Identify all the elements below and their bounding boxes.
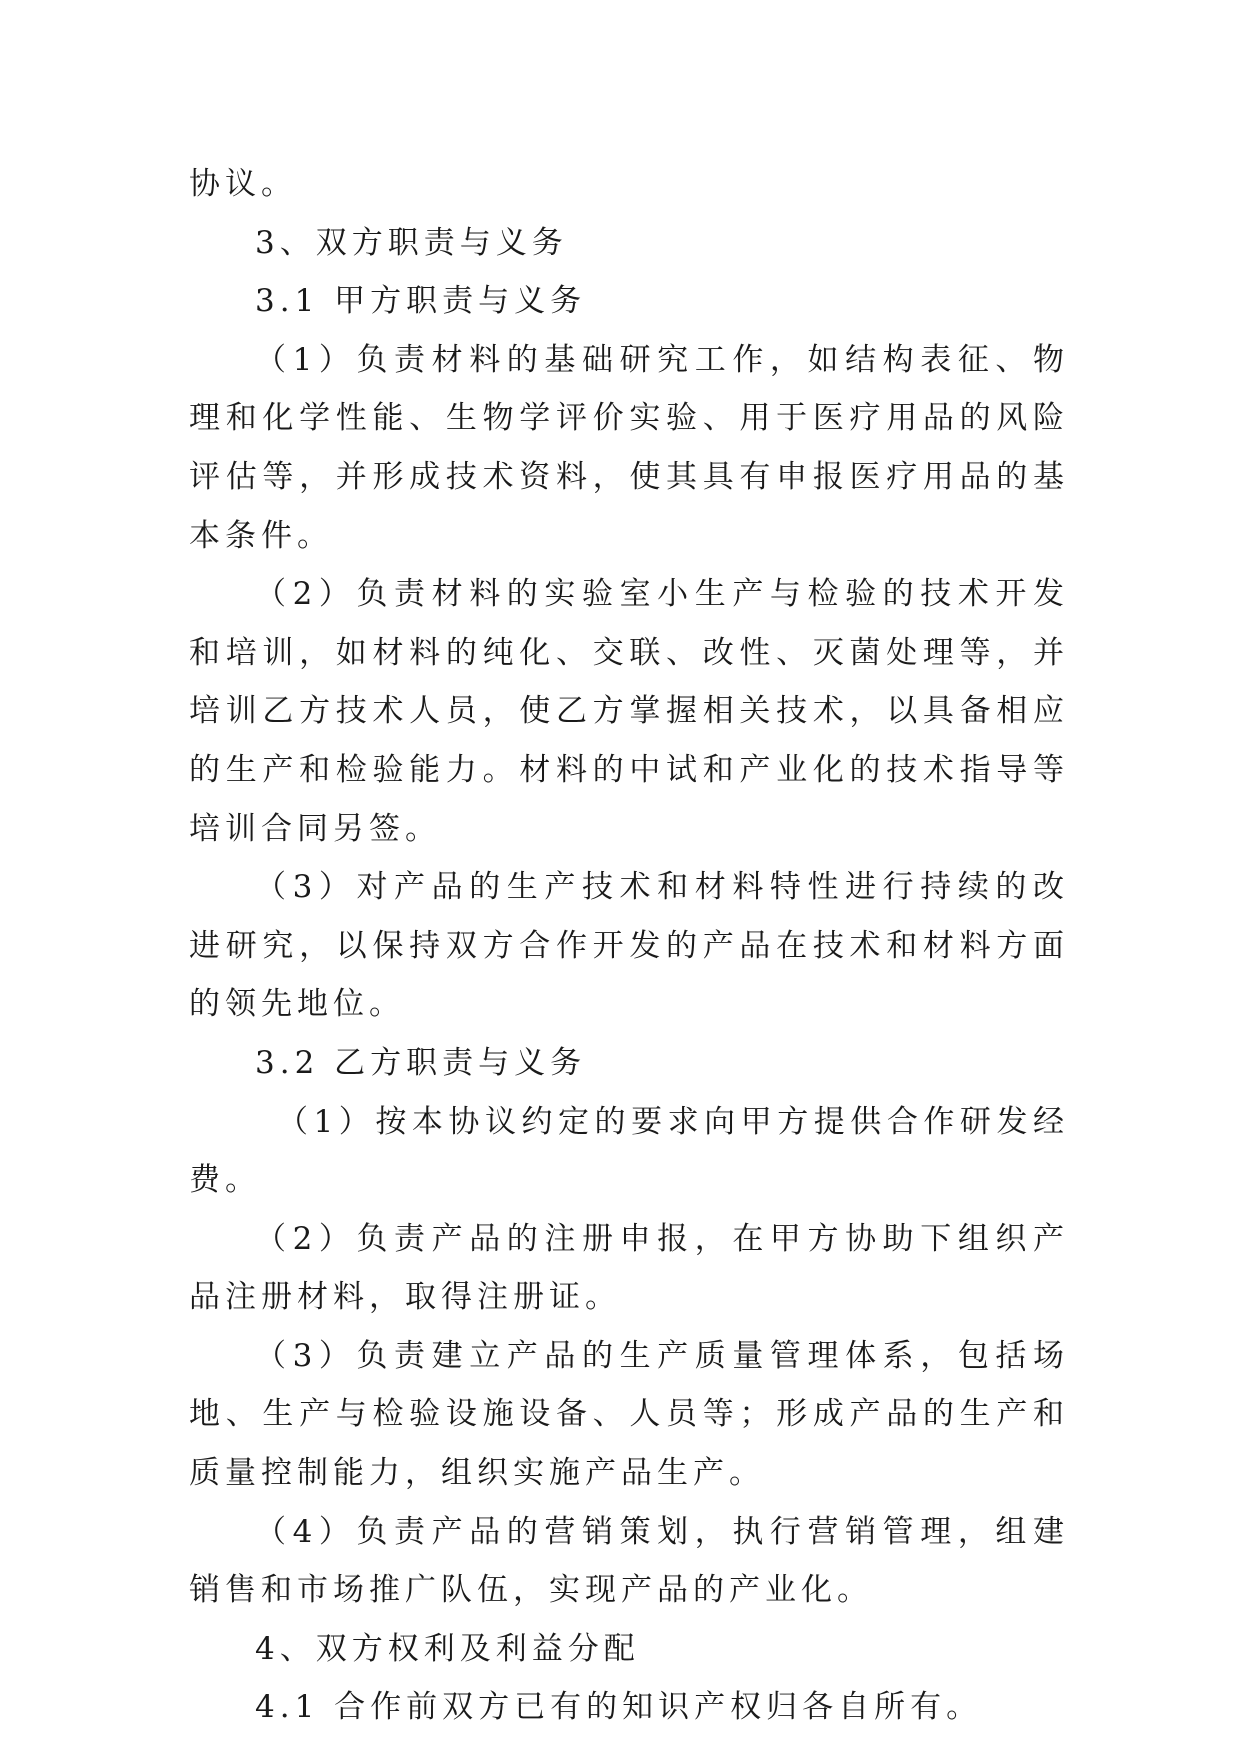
paragraph-3-1-item-1: （1）负责材料的基础研究工作，如结构表征、物理和化学性能、生物学评价实验、用于医疗用品的风险评估等，并形成技术资料，使其具有申报医疗用品的基本条件。 <box>189 341 1069 554</box>
paragraph-3-2-item-1: （1）按本协议约定的要求向甲方提供合作研发经费。 <box>189 1103 1069 1199</box>
paragraph-4-1: 4.1 合作前双方已有的知识产权归各自所有。 <box>255 1689 983 1726</box>
paragraph-3-2-item-2: （2）负责产品的注册申报，在甲方协助下组织产品注册材料，取得注册证。 <box>189 1220 1069 1316</box>
section-heading-3: 3、双方职责与义务 <box>255 224 568 261</box>
subsection-heading-3-1: 3.1 甲方职责与义务 <box>255 283 587 320</box>
paragraph-3-2-item-3: （3）负责建立产品的生产质量管理体系，包括场地、生产与检验设施设备、人员等；形成产品的生产和质量控制能力，组织实施产品生产。 <box>189 1337 1069 1492</box>
paragraph-agreement-end: 协议。 <box>189 166 297 202</box>
document-body <box>189 155 1069 1737</box>
subsection-heading-3-2: 3.2 乙方职责与义务 <box>255 1044 587 1081</box>
section-heading-4: 4、双方权利及利益分配 <box>255 1630 640 1667</box>
paragraph-3-2-item-4: （4）负责产品的营销策划，执行营销管理，组建销售和市场推广队伍，实现产品的产业化。 <box>189 1513 1069 1609</box>
paragraph-3-1-item-2: （2）负责材料的实验室小生产与检验的技术开发和培训，如材料的纯化、交联、改性、灭菌处理等，并培训乙方技术人员，使乙方掌握相关技术，以具备相应的生产和检验能力。材料的中试和产业化的技术指导等培训合同另签。 <box>189 576 1069 847</box>
paragraph-3-1-item-3: （3）对产品的生产技术和材料特性进行持续的改进研究，以保持双方合作开发的产品在技术和材料方面的领先地位。 <box>189 869 1069 1023</box>
